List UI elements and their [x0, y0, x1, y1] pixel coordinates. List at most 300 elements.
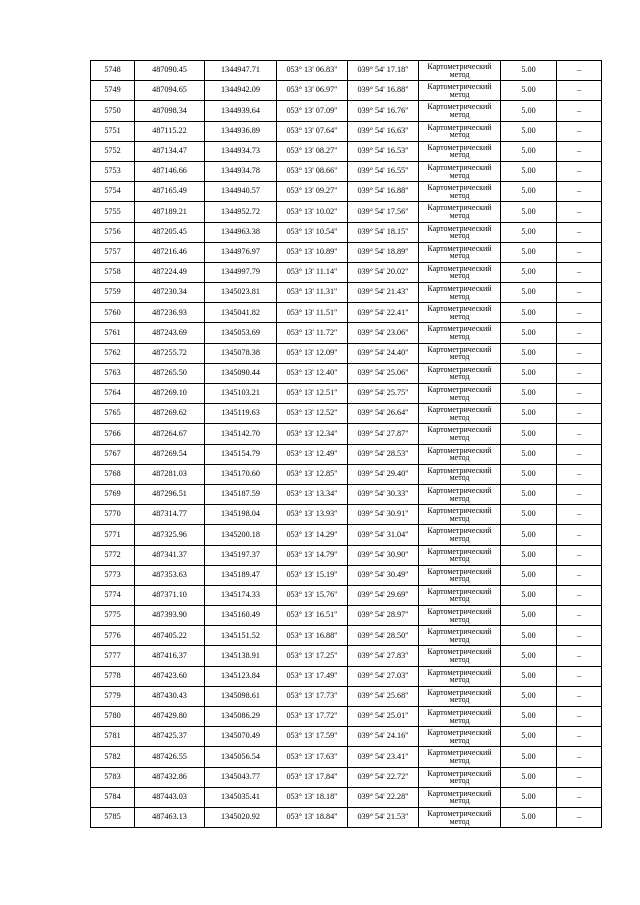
latitude-cell: 053° 13' 17.25" [277, 646, 348, 666]
point-number-cell: 5756 [91, 222, 135, 242]
longitude-cell: 039° 54' 25.75" [348, 384, 419, 404]
method-cell: Картометрический метод [419, 585, 501, 605]
note-cell: – [557, 202, 602, 222]
note-cell: – [557, 242, 602, 262]
note-cell: – [557, 444, 602, 464]
method-cell: Картометрический метод [419, 565, 501, 585]
latitude-cell: 053° 13' 08.66" [277, 161, 348, 181]
note-cell: – [557, 585, 602, 605]
point-number-cell: 5780 [91, 707, 135, 727]
x-coordinate-cell: 487393.90 [135, 606, 205, 626]
longitude-cell: 039° 54' 23.41" [348, 747, 419, 767]
longitude-cell: 039° 54' 27.83" [348, 646, 419, 666]
note-cell: – [557, 666, 602, 686]
x-coordinate-cell: 487371.10 [135, 585, 205, 605]
note-cell: – [557, 363, 602, 383]
longitude-cell: 039° 54' 16.55" [348, 161, 419, 181]
longitude-cell: 039° 54' 22.41" [348, 303, 419, 323]
method-cell: Картометрический метод [419, 626, 501, 646]
x-coordinate-cell: 487115.22 [135, 121, 205, 141]
latitude-cell: 053° 13' 10.89" [277, 242, 348, 262]
method-cell: Картометрический метод [419, 323, 501, 343]
table-row [91, 242, 602, 262]
y-coordinate-cell: 1345103.21 [205, 384, 277, 404]
method-cell: Картометрический метод [419, 545, 501, 565]
longitude-cell: 039° 54' 17.18" [348, 61, 419, 81]
longitude-cell: 039° 54' 30.49" [348, 565, 419, 585]
accuracy-cell: 5.00 [501, 787, 557, 807]
method-cell: Картометрический метод [419, 505, 501, 525]
accuracy-cell: 5.00 [501, 585, 557, 605]
accuracy-cell: 5.00 [501, 202, 557, 222]
latitude-cell: 053° 13' 12.85" [277, 464, 348, 484]
latitude-cell: 053° 13' 17.59" [277, 727, 348, 747]
latitude-cell: 053° 13' 17.84" [277, 767, 348, 787]
method-cell: Картометрический метод [419, 727, 501, 747]
method-cell: Картометрический метод [419, 484, 501, 504]
table-row [91, 464, 602, 484]
x-coordinate-cell: 487243.69 [135, 323, 205, 343]
y-coordinate-cell: 1345197.37 [205, 545, 277, 565]
longitude-cell: 039° 54' 24.40" [348, 343, 419, 363]
note-cell: – [557, 161, 602, 181]
note-cell: – [557, 727, 602, 747]
table-row [91, 626, 602, 646]
method-cell: Картометрический метод [419, 384, 501, 404]
point-number-cell: 5752 [91, 141, 135, 161]
longitude-cell: 039° 54' 16.88" [348, 81, 419, 101]
y-coordinate-cell: 1345098.61 [205, 686, 277, 706]
accuracy-cell: 5.00 [501, 626, 557, 646]
latitude-cell: 053° 13' 12.34" [277, 424, 348, 444]
note-cell: – [557, 404, 602, 424]
y-coordinate-cell: 1345138.91 [205, 646, 277, 666]
longitude-cell: 039° 54' 18.89" [348, 242, 419, 262]
table-row [91, 747, 602, 767]
longitude-cell: 039° 54' 16.53" [348, 141, 419, 161]
accuracy-cell: 5.00 [501, 707, 557, 727]
accuracy-cell: 5.00 [501, 161, 557, 181]
note-cell: – [557, 424, 602, 444]
latitude-cell: 053° 13' 18.18" [277, 787, 348, 807]
method-cell: Картометрический метод [419, 262, 501, 282]
note-cell: – [557, 464, 602, 484]
accuracy-cell: 5.00 [501, 222, 557, 242]
y-coordinate-cell: 1345053.69 [205, 323, 277, 343]
accuracy-cell: 5.00 [501, 727, 557, 747]
note-cell: – [557, 283, 602, 303]
point-number-cell: 5775 [91, 606, 135, 626]
table-row [91, 585, 602, 605]
latitude-cell: 053° 13' 09.27" [277, 182, 348, 202]
longitude-cell: 039° 54' 16.88" [348, 182, 419, 202]
longitude-cell: 039° 54' 28.50" [348, 626, 419, 646]
point-number-cell: 5772 [91, 545, 135, 565]
method-cell: Картометрический метод [419, 141, 501, 161]
method-cell: Картометрический метод [419, 343, 501, 363]
point-number-cell: 5757 [91, 242, 135, 262]
table-row [91, 787, 602, 807]
latitude-cell: 053° 13' 15.76" [277, 585, 348, 605]
accuracy-cell: 5.00 [501, 182, 557, 202]
note-cell: – [557, 121, 602, 141]
y-coordinate-cell: 1345020.92 [205, 807, 277, 827]
method-cell: Картометрический метод [419, 303, 501, 323]
table-row [91, 404, 602, 424]
y-coordinate-cell: 1345198.04 [205, 505, 277, 525]
accuracy-cell: 5.00 [501, 444, 557, 464]
accuracy-cell: 5.00 [501, 242, 557, 262]
y-coordinate-cell: 1345078.38 [205, 343, 277, 363]
note-cell: – [557, 767, 602, 787]
accuracy-cell: 5.00 [501, 303, 557, 323]
longitude-cell: 039° 54' 29.69" [348, 585, 419, 605]
table-row [91, 707, 602, 727]
table-row [91, 666, 602, 686]
y-coordinate-cell: 1345035.41 [205, 787, 277, 807]
longitude-cell: 039° 54' 29.40" [348, 464, 419, 484]
latitude-cell: 053° 13' 16.51" [277, 606, 348, 626]
point-number-cell: 5778 [91, 666, 135, 686]
note-cell: – [557, 384, 602, 404]
longitude-cell: 039° 54' 20.02" [348, 262, 419, 282]
longitude-cell: 039° 54' 30.33" [348, 484, 419, 504]
y-coordinate-cell: 1345151.52 [205, 626, 277, 646]
accuracy-cell: 5.00 [501, 606, 557, 626]
latitude-cell: 053° 13' 17.49" [277, 666, 348, 686]
point-number-cell: 5764 [91, 384, 135, 404]
table-row [91, 141, 602, 161]
x-coordinate-cell: 487230.34 [135, 283, 205, 303]
point-number-cell: 5771 [91, 525, 135, 545]
longitude-cell: 039° 54' 28.53" [348, 444, 419, 464]
method-cell: Картометрический метод [419, 101, 501, 121]
x-coordinate-cell: 487189.21 [135, 202, 205, 222]
note-cell: – [557, 545, 602, 565]
accuracy-cell: 5.00 [501, 484, 557, 504]
table-row [91, 565, 602, 585]
coordinates-table [90, 60, 602, 828]
x-coordinate-cell: 487146.66 [135, 161, 205, 181]
y-coordinate-cell: 1344942.09 [205, 81, 277, 101]
y-coordinate-cell: 1344947.71 [205, 61, 277, 81]
point-number-cell: 5754 [91, 182, 135, 202]
latitude-cell: 053° 13' 17.73" [277, 686, 348, 706]
longitude-cell: 039° 54' 28.97" [348, 606, 419, 626]
accuracy-cell: 5.00 [501, 424, 557, 444]
method-cell: Картометрический метод [419, 606, 501, 626]
point-number-cell: 5783 [91, 767, 135, 787]
accuracy-cell: 5.00 [501, 505, 557, 525]
x-coordinate-cell: 487255.72 [135, 343, 205, 363]
accuracy-cell: 5.00 [501, 81, 557, 101]
point-number-cell: 5763 [91, 363, 135, 383]
x-coordinate-cell: 487416.37 [135, 646, 205, 666]
y-coordinate-cell: 1345170.60 [205, 464, 277, 484]
x-coordinate-cell: 487443.03 [135, 787, 205, 807]
method-cell: Картометрический метод [419, 464, 501, 484]
table-row [91, 545, 602, 565]
accuracy-cell: 5.00 [501, 384, 557, 404]
longitude-cell: 039° 54' 16.76" [348, 101, 419, 121]
latitude-cell: 053° 13' 12.52" [277, 404, 348, 424]
accuracy-cell: 5.00 [501, 807, 557, 827]
longitude-cell: 039° 54' 22.28" [348, 787, 419, 807]
method-cell: Картометрический метод [419, 666, 501, 686]
point-number-cell: 5776 [91, 626, 135, 646]
x-coordinate-cell: 487264.67 [135, 424, 205, 444]
x-coordinate-cell: 487216.46 [135, 242, 205, 262]
accuracy-cell: 5.00 [501, 747, 557, 767]
method-cell: Картометрический метод [419, 807, 501, 827]
accuracy-cell: 5.00 [501, 464, 557, 484]
y-coordinate-cell: 1345189.47 [205, 565, 277, 585]
table-row [91, 303, 602, 323]
method-cell: Картометрический метод [419, 787, 501, 807]
latitude-cell: 053° 13' 07.09" [277, 101, 348, 121]
x-coordinate-cell: 487429.80 [135, 707, 205, 727]
note-cell: – [557, 747, 602, 767]
longitude-cell: 039° 54' 22.72" [348, 767, 419, 787]
note-cell: – [557, 101, 602, 121]
longitude-cell: 039° 54' 27.03" [348, 666, 419, 686]
table-row [91, 505, 602, 525]
accuracy-cell: 5.00 [501, 323, 557, 343]
method-cell: Картометрический метод [419, 646, 501, 666]
note-cell: – [557, 323, 602, 343]
accuracy-cell: 5.00 [501, 141, 557, 161]
point-number-cell: 5765 [91, 404, 135, 424]
latitude-cell: 053° 13' 13.34" [277, 484, 348, 504]
y-coordinate-cell: 1344939.64 [205, 101, 277, 121]
point-number-cell: 5773 [91, 565, 135, 585]
longitude-cell: 039° 54' 18.15" [348, 222, 419, 242]
point-number-cell: 5748 [91, 61, 135, 81]
latitude-cell: 053° 13' 16.88" [277, 626, 348, 646]
table-row [91, 121, 602, 141]
y-coordinate-cell: 1345123.84 [205, 666, 277, 686]
x-coordinate-cell: 487296.51 [135, 484, 205, 504]
longitude-cell: 039° 54' 16.63" [348, 121, 419, 141]
x-coordinate-cell: 487265.50 [135, 363, 205, 383]
coordinates-table-body [91, 61, 602, 828]
point-number-cell: 5779 [91, 686, 135, 706]
x-coordinate-cell: 487269.62 [135, 404, 205, 424]
table-row [91, 61, 602, 81]
point-number-cell: 5782 [91, 747, 135, 767]
x-coordinate-cell: 487165.49 [135, 182, 205, 202]
longitude-cell: 039° 54' 21.53" [348, 807, 419, 827]
y-coordinate-cell: 1345070.49 [205, 727, 277, 747]
x-coordinate-cell: 487423.60 [135, 666, 205, 686]
table-row [91, 283, 602, 303]
table-row [91, 262, 602, 282]
y-coordinate-cell: 1344976.97 [205, 242, 277, 262]
method-cell: Картометрический метод [419, 283, 501, 303]
latitude-cell: 053° 13' 11.51" [277, 303, 348, 323]
y-coordinate-cell: 1345160.49 [205, 606, 277, 626]
x-coordinate-cell: 487463.13 [135, 807, 205, 827]
latitude-cell: 053° 13' 17.72" [277, 707, 348, 727]
latitude-cell: 053° 13' 12.51" [277, 384, 348, 404]
note-cell: – [557, 525, 602, 545]
table-row [91, 767, 602, 787]
x-coordinate-cell: 487426.55 [135, 747, 205, 767]
note-cell: – [557, 707, 602, 727]
latitude-cell: 053° 13' 11.14" [277, 262, 348, 282]
latitude-cell: 053° 13' 06.97" [277, 81, 348, 101]
table-row [91, 606, 602, 626]
x-coordinate-cell: 487430.43 [135, 686, 205, 706]
point-number-cell: 5760 [91, 303, 135, 323]
note-cell: – [557, 505, 602, 525]
accuracy-cell: 5.00 [501, 525, 557, 545]
note-cell: – [557, 606, 602, 626]
note-cell: – [557, 686, 602, 706]
y-coordinate-cell: 1345200.18 [205, 525, 277, 545]
point-number-cell: 5749 [91, 81, 135, 101]
longitude-cell: 039° 54' 30.90" [348, 545, 419, 565]
point-number-cell: 5770 [91, 505, 135, 525]
point-number-cell: 5753 [91, 161, 135, 181]
note-cell: – [557, 262, 602, 282]
method-cell: Картометрический метод [419, 767, 501, 787]
latitude-cell: 053° 13' 12.40" [277, 363, 348, 383]
y-coordinate-cell: 1345187.59 [205, 484, 277, 504]
note-cell: – [557, 81, 602, 101]
y-coordinate-cell: 1344963.38 [205, 222, 277, 242]
note-cell: – [557, 646, 602, 666]
note-cell: – [557, 61, 602, 81]
note-cell: – [557, 343, 602, 363]
note-cell: – [557, 484, 602, 504]
latitude-cell: 053° 13' 07.64" [277, 121, 348, 141]
y-coordinate-cell: 1345023.81 [205, 283, 277, 303]
latitude-cell: 053° 13' 10.02" [277, 202, 348, 222]
x-coordinate-cell: 487134.47 [135, 141, 205, 161]
note-cell: – [557, 787, 602, 807]
y-coordinate-cell: 1345142.70 [205, 424, 277, 444]
longitude-cell: 039° 54' 31.04" [348, 525, 419, 545]
point-number-cell: 5774 [91, 585, 135, 605]
method-cell: Картометрический метод [419, 121, 501, 141]
y-coordinate-cell: 1345090.44 [205, 363, 277, 383]
accuracy-cell: 5.00 [501, 404, 557, 424]
table-row [91, 727, 602, 747]
x-coordinate-cell: 487269.54 [135, 444, 205, 464]
note-cell: – [557, 565, 602, 585]
latitude-cell: 053° 13' 14.79" [277, 545, 348, 565]
y-coordinate-cell: 1345086.29 [205, 707, 277, 727]
point-number-cell: 5755 [91, 202, 135, 222]
method-cell: Картометрический метод [419, 242, 501, 262]
method-cell: Картометрический метод [419, 81, 501, 101]
latitude-cell: 053° 13' 14.29" [277, 525, 348, 545]
note-cell: – [557, 303, 602, 323]
latitude-cell: 053° 13' 10.54" [277, 222, 348, 242]
point-number-cell: 5759 [91, 283, 135, 303]
accuracy-cell: 5.00 [501, 646, 557, 666]
x-coordinate-cell: 487269.10 [135, 384, 205, 404]
table-row [91, 202, 602, 222]
y-coordinate-cell: 1345056.54 [205, 747, 277, 767]
point-number-cell: 5762 [91, 343, 135, 363]
accuracy-cell: 5.00 [501, 283, 557, 303]
x-coordinate-cell: 487325.96 [135, 525, 205, 545]
table-row [91, 484, 602, 504]
latitude-cell: 053° 13' 17.63" [277, 747, 348, 767]
accuracy-cell: 5.00 [501, 121, 557, 141]
y-coordinate-cell: 1345174.33 [205, 585, 277, 605]
point-number-cell: 5784 [91, 787, 135, 807]
method-cell: Картометрический метод [419, 747, 501, 767]
method-cell: Картометрический метод [419, 161, 501, 181]
table-row [91, 323, 602, 343]
accuracy-cell: 5.00 [501, 262, 557, 282]
method-cell: Картометрический метод [419, 686, 501, 706]
table-row [91, 182, 602, 202]
longitude-cell: 039° 54' 25.06" [348, 363, 419, 383]
x-coordinate-cell: 487094.65 [135, 81, 205, 101]
longitude-cell: 039° 54' 24.16" [348, 727, 419, 747]
x-coordinate-cell: 487405.22 [135, 626, 205, 646]
table-row [91, 343, 602, 363]
point-number-cell: 5767 [91, 444, 135, 464]
y-coordinate-cell: 1345041.82 [205, 303, 277, 323]
accuracy-cell: 5.00 [501, 343, 557, 363]
latitude-cell: 053° 13' 11.31" [277, 283, 348, 303]
method-cell: Картометрический метод [419, 61, 501, 81]
note-cell: – [557, 626, 602, 646]
latitude-cell: 053° 13' 18.84" [277, 807, 348, 827]
accuracy-cell: 5.00 [501, 61, 557, 81]
x-coordinate-cell: 487224.49 [135, 262, 205, 282]
latitude-cell: 053° 13' 12.09" [277, 343, 348, 363]
longitude-cell: 039° 54' 25.01" [348, 707, 419, 727]
longitude-cell: 039° 54' 21.43" [348, 283, 419, 303]
x-coordinate-cell: 487281.03 [135, 464, 205, 484]
longitude-cell: 039° 54' 25.68" [348, 686, 419, 706]
note-cell: – [557, 141, 602, 161]
table-row [91, 81, 602, 101]
point-number-cell: 5758 [91, 262, 135, 282]
y-coordinate-cell: 1344940.57 [205, 182, 277, 202]
note-cell: – [557, 222, 602, 242]
table-row [91, 646, 602, 666]
point-number-cell: 5751 [91, 121, 135, 141]
table-row [91, 363, 602, 383]
y-coordinate-cell: 1344934.78 [205, 161, 277, 181]
x-coordinate-cell: 487205.45 [135, 222, 205, 242]
latitude-cell: 053° 13' 15.19" [277, 565, 348, 585]
table-row [91, 101, 602, 121]
y-coordinate-cell: 1344997.79 [205, 262, 277, 282]
latitude-cell: 053° 13' 13.93" [277, 505, 348, 525]
point-number-cell: 5766 [91, 424, 135, 444]
accuracy-cell: 5.00 [501, 767, 557, 787]
x-coordinate-cell: 487425.37 [135, 727, 205, 747]
y-coordinate-cell: 1344936.89 [205, 121, 277, 141]
accuracy-cell: 5.00 [501, 565, 557, 585]
method-cell: Картометрический метод [419, 363, 501, 383]
note-cell: – [557, 182, 602, 202]
y-coordinate-cell: 1345043.77 [205, 767, 277, 787]
longitude-cell: 039° 54' 26.64" [348, 404, 419, 424]
table-row [91, 424, 602, 444]
x-coordinate-cell: 487098.34 [135, 101, 205, 121]
x-coordinate-cell: 487314.77 [135, 505, 205, 525]
longitude-cell: 039° 54' 27.87" [348, 424, 419, 444]
